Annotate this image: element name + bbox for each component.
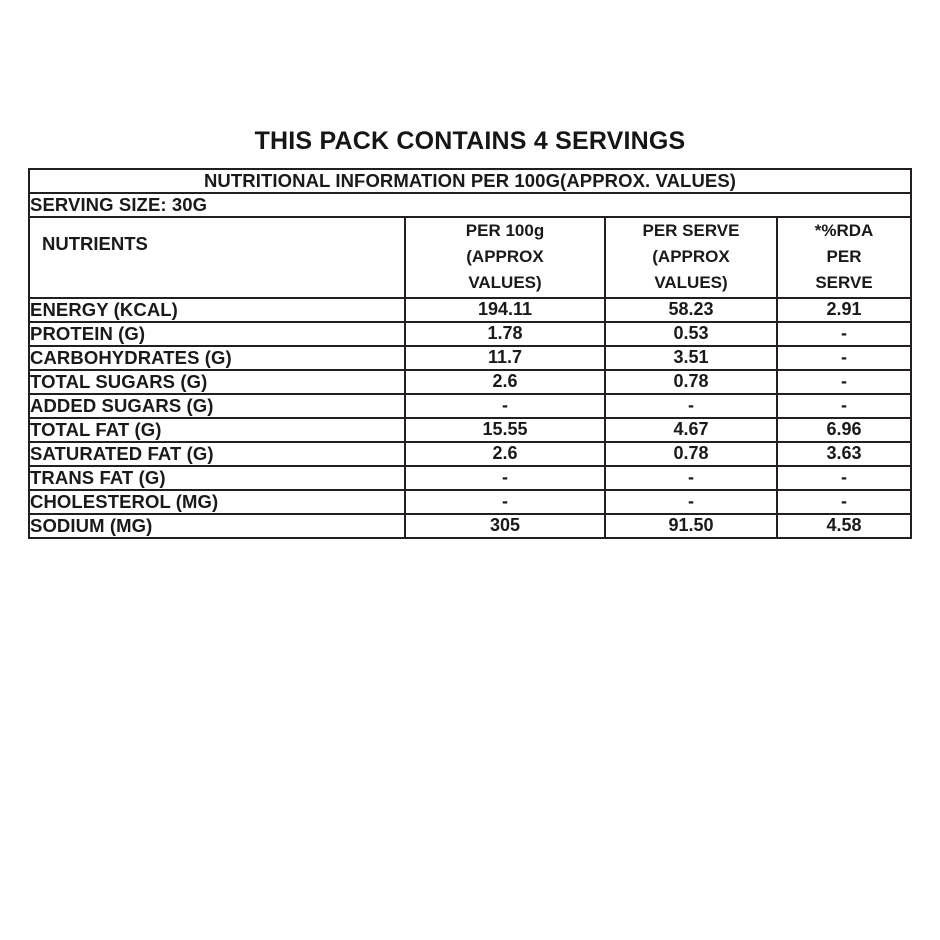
table-row xyxy=(29,322,911,346)
value-per-100g: 15.55 xyxy=(405,418,605,442)
value-rda-per-serve: - xyxy=(777,322,911,346)
nutrition-information-table xyxy=(28,168,912,539)
column-header-per-serve xyxy=(605,217,777,298)
value-rda-per-serve: - xyxy=(777,346,911,370)
value-per-serve: - xyxy=(605,394,777,418)
nutrient-name: PROTEIN (G) xyxy=(29,322,405,346)
column-header-per-100g-line2: (APPROX xyxy=(466,246,544,266)
serving-size-row xyxy=(29,193,911,217)
value-per-100g: 305 xyxy=(405,514,605,538)
table-header-row xyxy=(29,169,911,193)
nutrient-name: SATURATED FAT (G) xyxy=(29,442,405,466)
table-row xyxy=(29,466,911,490)
nutrient-name: TRANS FAT (G) xyxy=(29,466,405,490)
table-row xyxy=(29,490,911,514)
value-per-serve: 3.51 xyxy=(605,346,777,370)
table-row xyxy=(29,346,911,370)
pack-servings-title: THIS PACK CONTAINS 4 SERVINGS xyxy=(254,127,686,155)
value-rda-per-serve: - xyxy=(777,370,911,394)
table-row xyxy=(29,514,911,538)
table-row xyxy=(29,370,911,394)
value-per-100g: - xyxy=(405,490,605,514)
value-per-serve: 91.50 xyxy=(605,514,777,538)
value-per-serve: 0.53 xyxy=(605,322,777,346)
nutrient-name: TOTAL FAT (G) xyxy=(29,418,405,442)
nutrient-name: TOTAL SUGARS (G) xyxy=(29,370,405,394)
nutrient-name: ENERGY (KCAL) xyxy=(29,298,405,322)
serving-size-text: SERVING SIZE: 30G xyxy=(29,193,911,217)
table-row xyxy=(29,394,911,418)
nutrient-name: CHOLESTEROL (MG) xyxy=(29,490,405,514)
value-per-serve: - xyxy=(605,490,777,514)
column-header-per-serve-line2: (APPROX xyxy=(652,246,730,266)
column-header-rda-line3: SERVE xyxy=(815,273,873,293)
nutrition-info-header: NUTRITIONAL INFORMATION PER 100G(APPROX. VALUES) xyxy=(29,169,911,193)
column-header-rda-line1: *%RDA xyxy=(814,220,874,240)
column-headers-row xyxy=(29,217,911,298)
value-per-serve: - xyxy=(605,466,777,490)
column-header-nutrients: NUTRIENTS xyxy=(29,217,405,298)
value-rda-per-serve: 6.96 xyxy=(777,418,911,442)
value-per-100g: 194.11 xyxy=(405,298,605,322)
value-rda-per-serve: - xyxy=(777,466,911,490)
value-rda-per-serve: 2.91 xyxy=(777,298,911,322)
value-rda-per-serve: 3.63 xyxy=(777,442,911,466)
value-per-100g: - xyxy=(405,466,605,490)
value-rda-per-serve: - xyxy=(777,394,911,418)
value-per-100g: 2.6 xyxy=(405,370,605,394)
table-row xyxy=(29,298,911,322)
column-header-per-serve-line1: PER SERVE xyxy=(642,220,740,240)
column-header-per-100g-line1: PER 100g xyxy=(465,220,545,240)
nutrient-name: ADDED SUGARS (G) xyxy=(29,394,405,418)
nutrient-name: SODIUM (MG) xyxy=(29,514,405,538)
value-per-100g: 2.6 xyxy=(405,442,605,466)
column-header-rda-per-serve xyxy=(777,217,911,298)
nutrient-name: CARBOHYDRATES (G) xyxy=(29,346,405,370)
value-per-serve: 0.78 xyxy=(605,370,777,394)
column-header-rda-line2: PER xyxy=(826,246,862,266)
value-rda-per-serve: 4.58 xyxy=(777,514,911,538)
value-per-100g: - xyxy=(405,394,605,418)
value-per-serve: 0.78 xyxy=(605,442,777,466)
column-header-per-100g-line3: VALUES) xyxy=(468,273,542,293)
value-per-100g: 11.7 xyxy=(405,346,605,370)
value-per-100g: 1.78 xyxy=(405,322,605,346)
value-rda-per-serve: - xyxy=(777,490,911,514)
value-per-serve: 58.23 xyxy=(605,298,777,322)
column-header-per-100g xyxy=(405,217,605,298)
table-row xyxy=(29,442,911,466)
nutrition-panel xyxy=(28,128,912,539)
column-header-per-serve-line3: VALUES) xyxy=(654,273,728,293)
table-row xyxy=(29,418,911,442)
value-per-serve: 4.67 xyxy=(605,418,777,442)
